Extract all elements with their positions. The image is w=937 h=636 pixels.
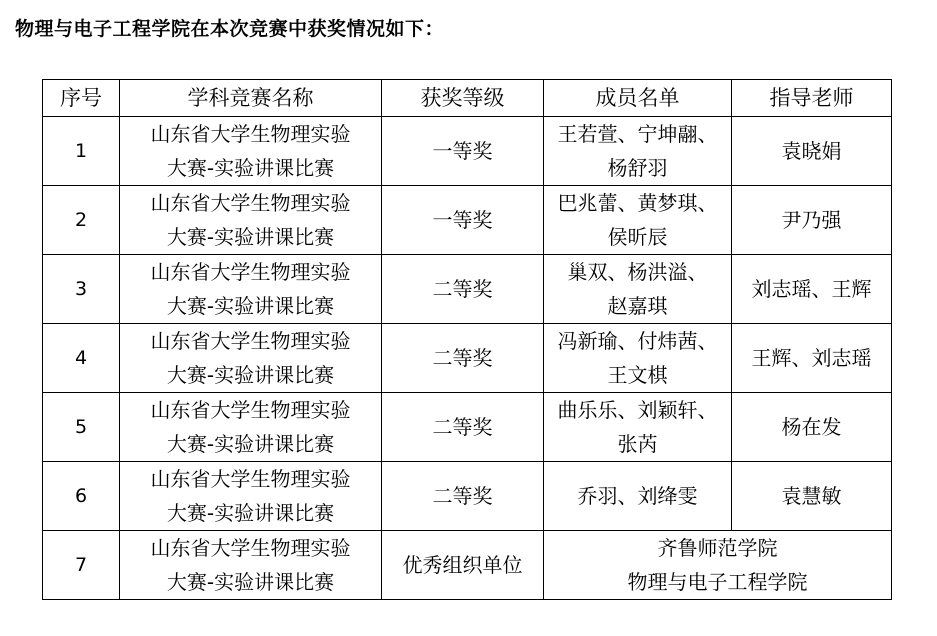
award-level: 二等奖 [382, 255, 544, 324]
member-list [544, 117, 732, 186]
award-level: 一等奖 [382, 186, 544, 255]
awards-table [42, 79, 892, 600]
competition-name-line: 大赛-实验讲课比赛 [166, 363, 335, 387]
award-level: 优秀组织单位 [382, 531, 544, 600]
table-row [43, 462, 892, 531]
header-advisor: 指导老师 [732, 80, 892, 117]
advisor: 袁慧敏 [732, 462, 892, 531]
competition-name-line: 大赛-实验讲课比赛 [166, 225, 335, 249]
table-row [43, 324, 892, 393]
competition-name-line: 山东省大学生物理实验 [150, 260, 351, 284]
member-list-line: 杨舒羽 [607, 156, 668, 180]
member-list-line: 巴兆蕾、黄梦琪、 [557, 191, 718, 215]
award-level: 一等奖 [382, 117, 544, 186]
member-list-line: 王若萱、宁坤翮、 [557, 122, 718, 146]
member-list-line: 侯昕辰 [607, 225, 668, 249]
member-list-line: 冯新瑜、付炜茜、 [557, 329, 718, 353]
competition-name-line: 山东省大学生物理实验 [150, 398, 351, 422]
member-list [544, 255, 732, 324]
award-level: 二等奖 [382, 324, 544, 393]
table-row [43, 186, 892, 255]
competition-name [120, 324, 382, 393]
competition-name [120, 531, 382, 600]
member-list-line: 乔羽、刘绛雯 [577, 484, 698, 508]
page-heading: 物理与电子工程学院在本次竞赛中获奖情况如下： [15, 18, 445, 40]
advisor: 尹乃强 [732, 186, 892, 255]
row-number: 3 [43, 255, 120, 324]
member-list [544, 393, 732, 462]
member-list-line: 王文棋 [607, 363, 668, 387]
header-award-level: 获奖等级 [382, 80, 544, 117]
row-number: 2 [43, 186, 120, 255]
award-level: 二等奖 [382, 393, 544, 462]
award-level: 二等奖 [382, 462, 544, 531]
award-recipient-line: 齐鲁师范学院 [657, 536, 778, 560]
competition-name [120, 393, 382, 462]
competition-name-line: 山东省大学生物理实验 [150, 467, 351, 491]
competition-name-line: 山东省大学生物理实验 [150, 122, 351, 146]
member-list [544, 324, 732, 393]
table-row [43, 393, 892, 462]
table-row [43, 255, 892, 324]
row-number: 4 [43, 324, 120, 393]
competition-name [120, 462, 382, 531]
competition-name-line: 山东省大学生物理实验 [150, 191, 351, 215]
award-recipient [544, 531, 892, 600]
header-members: 成员名单 [544, 80, 732, 117]
competition-name [120, 117, 382, 186]
member-list-line: 张芮 [617, 432, 658, 456]
award-recipient-line: 物理与电子工程学院 [627, 570, 808, 594]
advisor: 袁晓娟 [732, 117, 892, 186]
member-list-line: 曲乐乐、刘颖轩、 [557, 398, 718, 422]
member-list-line: 赵嘉琪 [607, 294, 668, 318]
competition-name-line: 大赛-实验讲课比赛 [166, 432, 335, 456]
competition-name-line: 山东省大学生物理实验 [150, 536, 351, 560]
table-row [43, 117, 892, 186]
header-number: 序号 [43, 80, 120, 117]
member-list-line: 巢双、杨洪溢、 [567, 260, 708, 284]
table-header-row [43, 80, 892, 117]
competition-name [120, 186, 382, 255]
member-list [544, 462, 732, 531]
advisor: 王辉、刘志瑶 [732, 324, 892, 393]
competition-name [120, 255, 382, 324]
row-number: 6 [43, 462, 120, 531]
competition-name-line: 大赛-实验讲课比赛 [166, 570, 335, 594]
header-competition-name: 学科竞赛名称 [120, 80, 382, 117]
competition-name-line: 大赛-实验讲课比赛 [166, 156, 335, 180]
row-number: 7 [43, 531, 120, 600]
member-list [544, 186, 732, 255]
advisor: 刘志瑶、王辉 [732, 255, 892, 324]
advisor: 杨在发 [732, 393, 892, 462]
table-row [43, 531, 892, 600]
competition-name-line: 山东省大学生物理实验 [150, 329, 351, 353]
competition-name-line: 大赛-实验讲课比赛 [166, 501, 335, 525]
row-number: 1 [43, 117, 120, 186]
competition-name-line: 大赛-实验讲课比赛 [166, 294, 335, 318]
row-number: 5 [43, 393, 120, 462]
